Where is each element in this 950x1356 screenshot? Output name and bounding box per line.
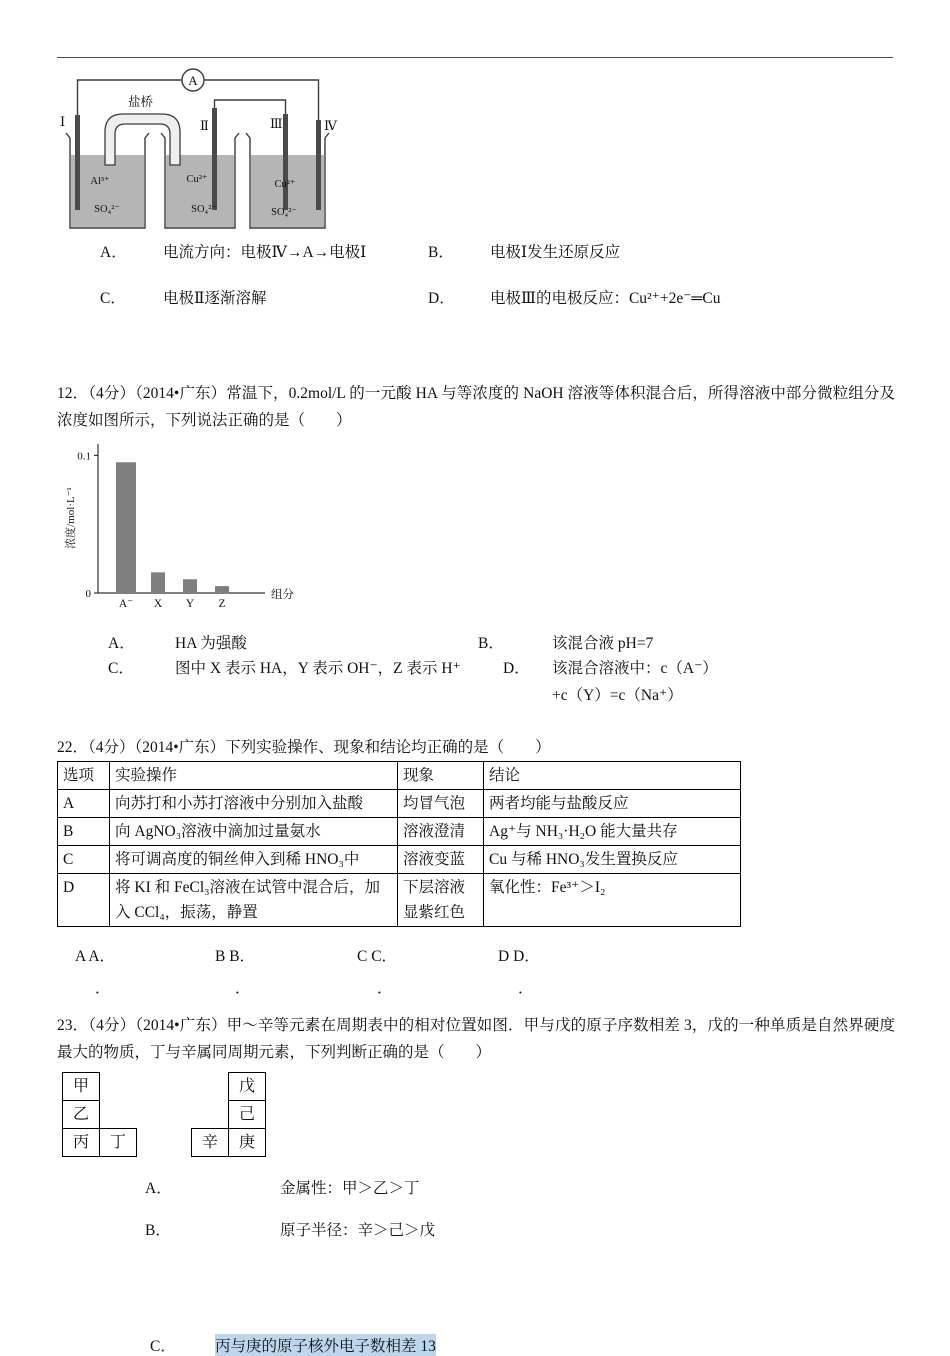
cell-conclusion: Cu 与稀 HNO₃发生置换反应 — [484, 846, 741, 874]
option-a-text: 金属性：甲＞乙＞丁 — [280, 1180, 420, 1197]
header-option: 选项 — [58, 762, 110, 790]
answer-marker-b: B B． — [215, 948, 256, 965]
experiment-table — [57, 761, 741, 927]
option-b-text: 原子半径：辛＞己＞戊 — [280, 1222, 436, 1239]
y-tick-label: 0 — [85, 588, 91, 600]
cell-phenomenon: 溶液变蓝 — [398, 846, 484, 874]
cell-operation: 向 AgNO₃溶液中滴加过量氨水 — [110, 818, 398, 846]
option-b-text: 电极Ⅰ发生还原反应 — [490, 244, 621, 261]
option-d-label: D． — [428, 290, 455, 307]
cell-conclusion: Ag⁺与 NH₃·H₂O 能大量共存 — [484, 818, 741, 846]
header-conclusion: 结论 — [484, 762, 741, 790]
cell-conclusion: 两者均能与盐酸反应 — [484, 790, 741, 818]
salt-bridge-label: 盐桥 — [128, 95, 154, 109]
table-row — [58, 874, 741, 927]
electrode-2-label: Ⅱ — [200, 118, 209, 133]
bar — [215, 586, 229, 593]
option-a-text: HA 为强酸 — [175, 635, 247, 652]
option-a-label: A． — [145, 1180, 172, 1197]
electrode-4-label: Ⅳ — [324, 118, 337, 133]
pt-cell-wu: 戊 — [228, 1072, 266, 1101]
answer-dot: ． — [518, 980, 534, 997]
answer-marker-a: A A． — [75, 948, 116, 965]
beaker-3-cation-label: Cu²⁺ — [274, 179, 296, 190]
cell-phenomenon: 均冒气泡 — [398, 790, 484, 818]
electrode-4 — [316, 120, 321, 210]
option-a-label: A． — [100, 244, 127, 261]
clipped-option-c-text: 丙与庚的原子核外电子数相差 13 — [215, 1334, 436, 1356]
question-12-stem: 12．（4分）（2014•广东）常温下，0.2mol/L 的一元酸 HA 与等浓度的 NaOH 溶液等体积混合后，所得溶液中部分微粒组分及浓度如图所示，下列说法正确的是（ ） — [57, 385, 895, 429]
answer-marker-d: D D． — [498, 948, 540, 965]
pt-cell-ding: 丁 — [99, 1128, 137, 1157]
cell-option: B — [58, 818, 110, 846]
chart-bars — [116, 462, 229, 610]
table-row — [58, 790, 741, 818]
option-b-label: B． — [428, 244, 454, 261]
table-row — [58, 818, 741, 846]
header-phenomenon: 现象 — [398, 762, 484, 790]
beaker-2-cation-label: Cu²⁺ — [186, 174, 208, 185]
y-axis-ticks — [77, 450, 98, 600]
option-d-label: D． — [503, 660, 530, 677]
category-label: Y — [185, 598, 195, 610]
solution-1 — [71, 155, 144, 227]
cell-operation: 向苏打和小苏打溶液中分别加入盐酸 — [110, 790, 398, 818]
beaker-2-anion-label: SO₄²⁻ — [191, 204, 217, 215]
option-b-label: B． — [145, 1222, 171, 1239]
beaker-1-anion-label: SO₄²⁻ — [94, 204, 120, 215]
table-header-row — [58, 762, 741, 790]
header-operation: 实验操作 — [110, 762, 398, 790]
answer-marker-c: C C． — [357, 948, 398, 965]
option-d-text: 电极Ⅲ的电极反应：Cu²⁺+2e⁻═Cu — [490, 290, 721, 307]
category-label: A⁻ — [118, 598, 134, 610]
pt-cell-yi: 乙 — [62, 1100, 100, 1129]
cell-operation: 将 KI 和 FeCl₃溶液在试管中混合后，加入 CCl₄，振荡，静置 — [110, 874, 398, 927]
option-a-label: A． — [108, 635, 135, 652]
electrode-3 — [283, 114, 288, 210]
divider — [57, 57, 893, 58]
solution-2 — [166, 155, 234, 227]
bar — [151, 572, 165, 593]
option-d-text: 该混合溶液中：c（A⁻） — [552, 660, 718, 677]
cell-conclusion: 氧化性：Fe³⁺＞I₂ — [484, 874, 741, 927]
cell-option: D — [58, 874, 110, 927]
cell-option: C — [58, 846, 110, 874]
option-b-label: B． — [478, 635, 504, 652]
answer-dot: ． — [95, 980, 111, 997]
y-tick-label: 0.1 — [77, 450, 91, 463]
y-axis-label: 浓度/mol·L⁻¹ — [65, 487, 77, 549]
electrode-1-label: Ⅰ — [60, 114, 66, 129]
option-d-text-continued: +c（Y）=c（Na⁺） — [552, 687, 683, 704]
category-label: Z — [218, 598, 226, 610]
pt-cell-jia: 甲 — [62, 1072, 100, 1101]
electrode-1 — [75, 115, 80, 210]
beaker-1-cation-label: Al³⁺ — [90, 176, 110, 187]
wire-electrode2-to-electrode3 — [215, 100, 286, 116]
cell-phenomenon: 下层溶液显紫红色 — [398, 874, 484, 927]
concentration-bar-chart — [60, 438, 340, 628]
beaker-3-anion-label: SO₄²⁻ — [271, 207, 297, 218]
option-c-text: 电极Ⅱ逐渐溶解 — [163, 290, 267, 307]
electrochemical-cell-diagram — [57, 60, 387, 238]
pt-cell-xin: 辛 — [191, 1128, 229, 1157]
table-row — [58, 846, 741, 874]
pt-cell-geng: 庚 — [228, 1128, 266, 1157]
question-22-stem: 22．（4分）（2014•广东）下列实验操作、现象和结论均正确的是（ ） — [57, 739, 551, 756]
pt-cell-ji: 己 — [228, 1100, 266, 1129]
electrode-2 — [212, 108, 217, 210]
x-axis-label: 组分 — [271, 589, 294, 601]
cell-phenomenon: 溶液澄清 — [398, 818, 484, 846]
option-a-text: 电流方向：电极Ⅳ→A→电极Ⅰ — [163, 244, 367, 261]
option-c-label: C． — [100, 290, 126, 307]
ammeter-label: A — [188, 73, 198, 88]
pt-cell-bing: 丙 — [62, 1128, 100, 1157]
cell-option: A — [58, 790, 110, 818]
option-c-label: C． — [108, 660, 134, 677]
bar — [116, 462, 136, 593]
question-23-stem: 23．（4分）（2014•广东）甲～辛等元素在周期表中的相对位置如图．甲与戊的原子序数相差 3，戊的一种单质是自然界硬度最大的物质，丁与辛属同周期元素，下列判断正确的是（ ） — [57, 1017, 895, 1061]
option-c-text: 图中 X 表示 HA，Y 表示 OH⁻，Z 表示 H⁺ — [175, 660, 461, 677]
option-b-text: 该混合液 pH=7 — [552, 635, 654, 652]
cell-operation: 将可调高度的铜丝伸入到稀 HNO₃中 — [110, 846, 398, 874]
answer-dot: ． — [377, 980, 393, 997]
electrode-3-label: Ⅲ — [270, 116, 283, 131]
answer-dot: ． — [235, 980, 251, 997]
bar — [183, 579, 197, 593]
clipped-option-c-label: C． — [150, 1338, 176, 1355]
category-label: X — [153, 598, 163, 610]
